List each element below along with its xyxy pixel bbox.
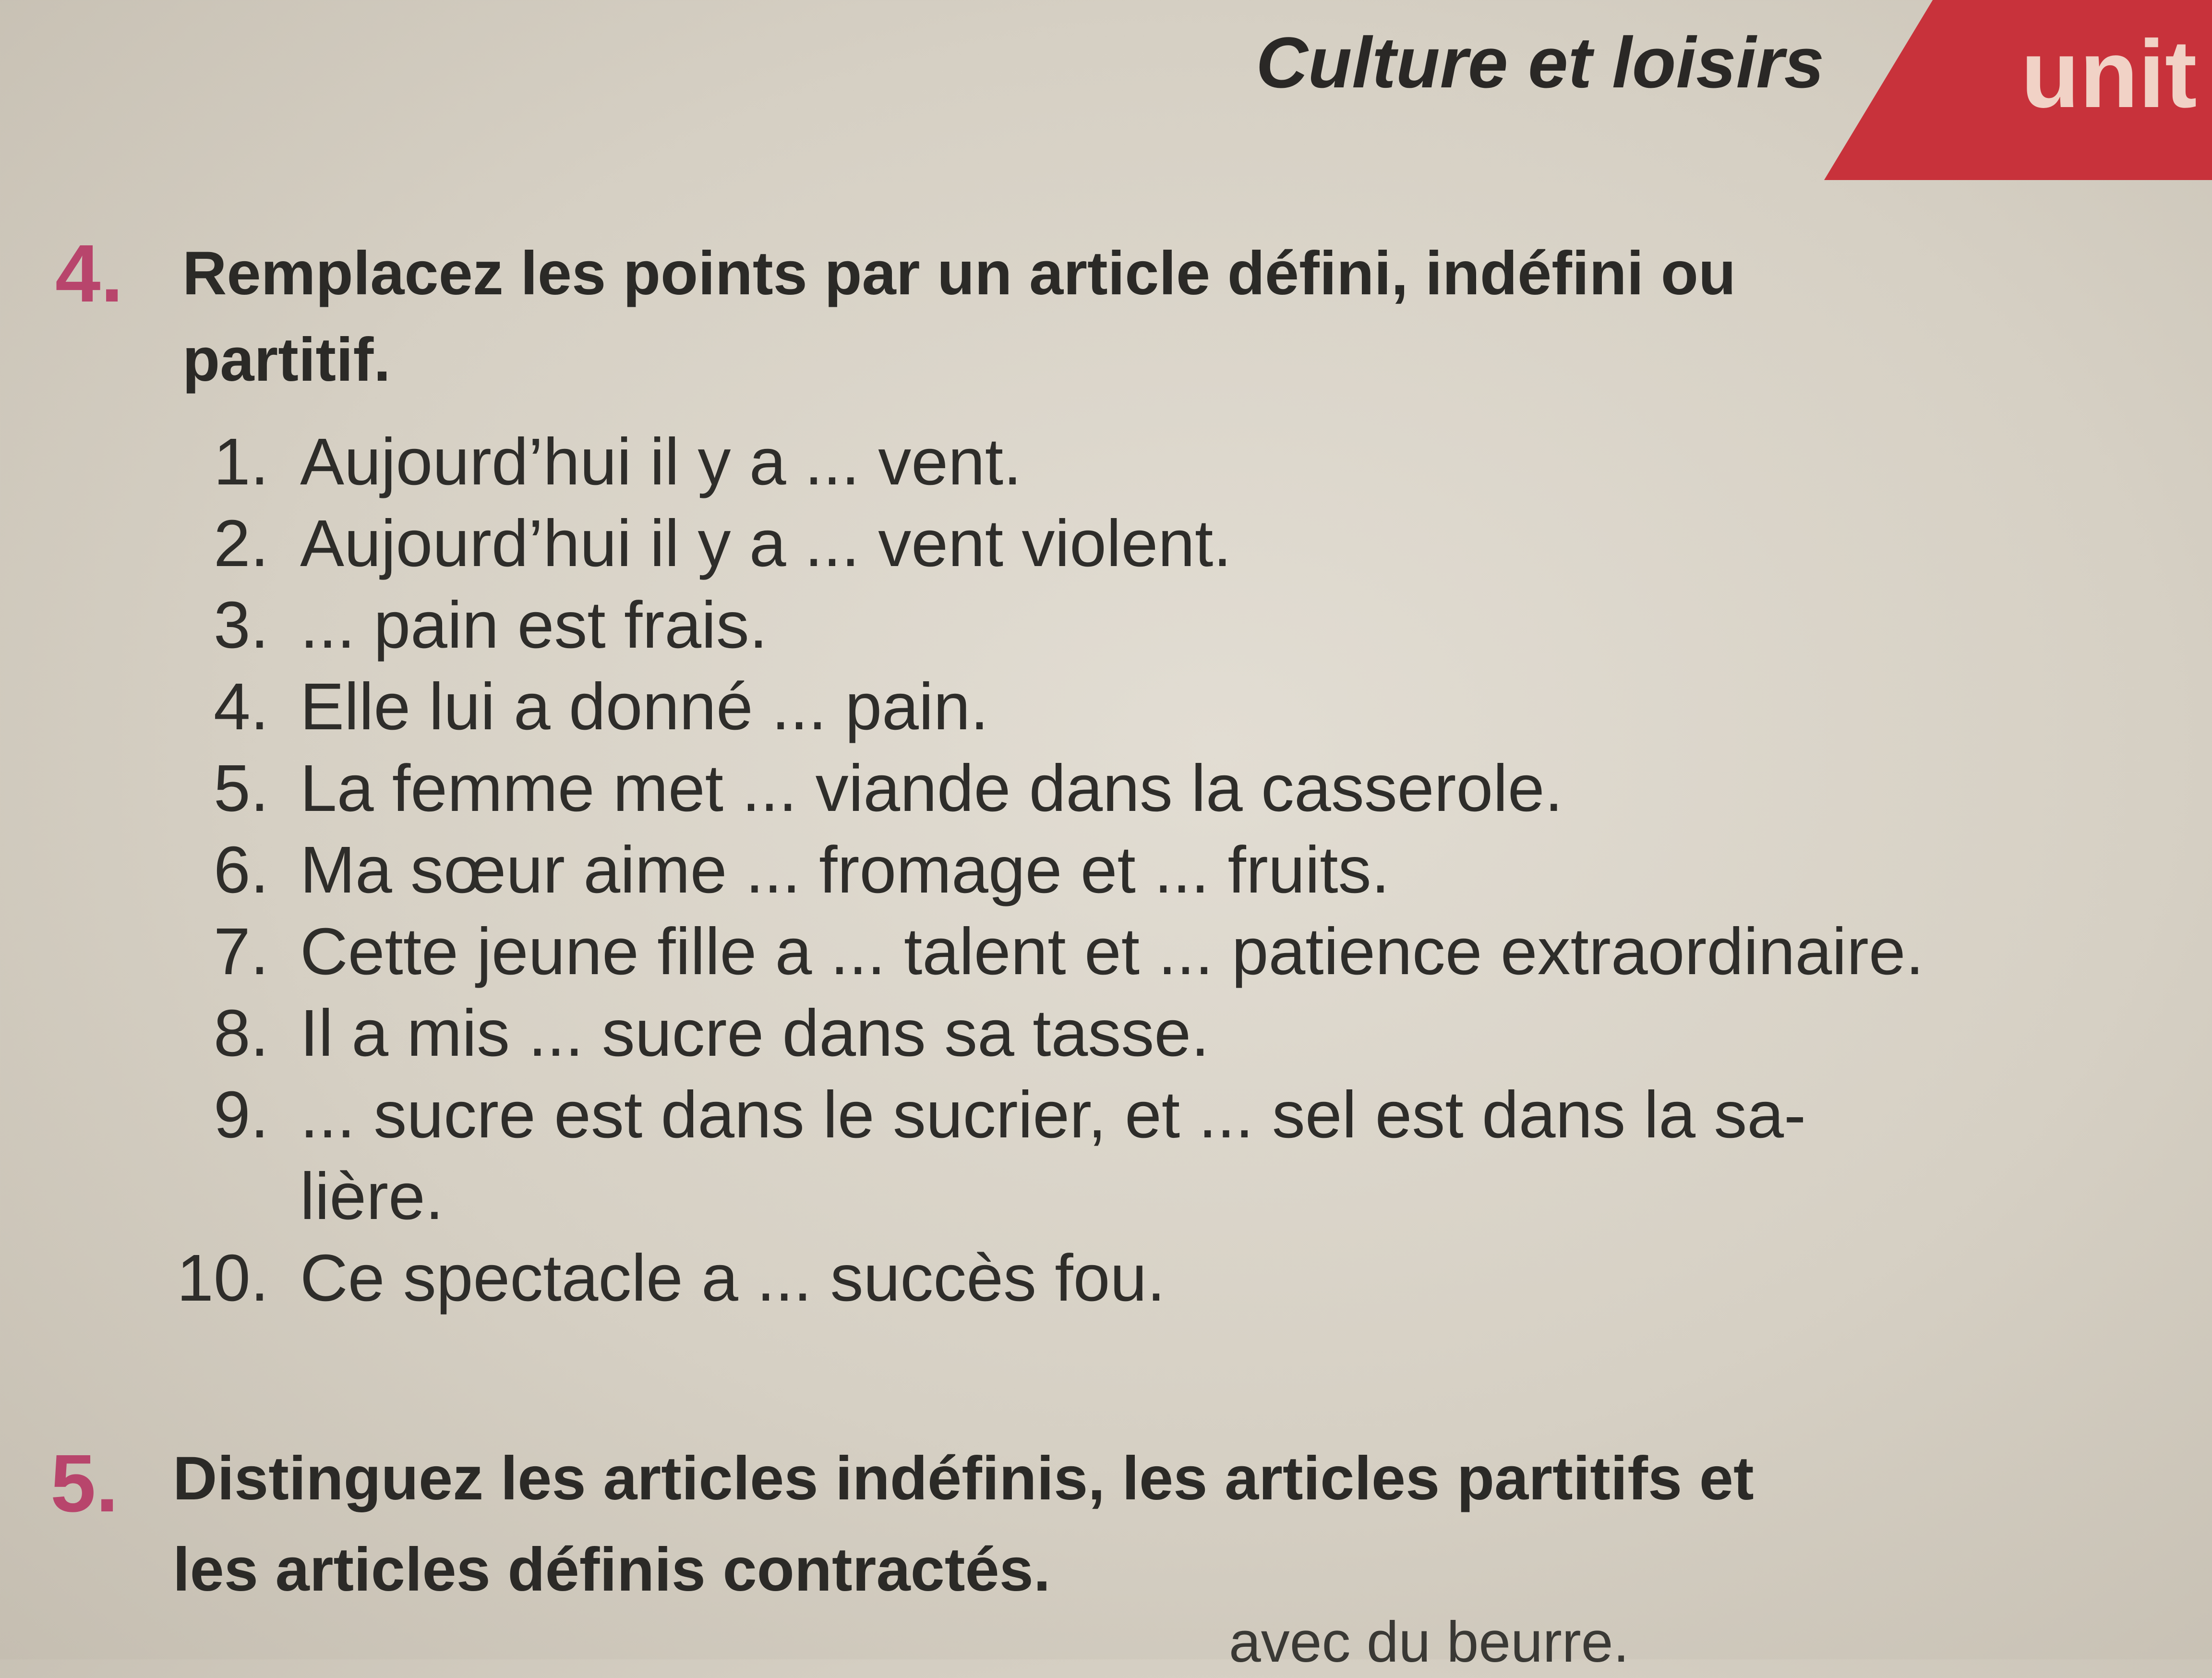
item-text: Ce spectacle a ... succès fou. (300, 1241, 1166, 1315)
exercise-5-number: 5. (50, 1438, 119, 1529)
exercise-4-instruction-line-1: Remplacez les points par un article défini, indéfini ou (182, 239, 1736, 308)
exercise-5-instruction-line-1: Distinguez les articles indéfinis, les articles partitifs et (173, 1444, 1754, 1513)
exercise-4-number: 4. (55, 228, 123, 319)
item-number: 9. (213, 1078, 269, 1152)
item-number: 1. (213, 425, 269, 499)
exercise-4-instruction-line-2: partitif. (182, 326, 391, 394)
item-text: Cette jeune fille a ... talent et ... patience extraordinaire. (300, 915, 1924, 989)
exercise-5-partial-text: avec du beurre. (1229, 1610, 1629, 1674)
item-text: Il a mis ... sucre dans sa tasse. (300, 996, 1210, 1070)
item-number: 2. (213, 507, 269, 580)
item-text: Aujourd’hui il y a ... vent violent. (300, 507, 1232, 580)
item-text: ... pain est frais. (300, 588, 768, 662)
item-number: 5. (213, 751, 269, 825)
exercise-5-instruction-line-2: les articles définis contractés. (173, 1535, 1051, 1604)
item-text: ... sucre est dans le sucrier, et ... sel est dans la sa- (300, 1078, 1806, 1152)
item-number: 10. (177, 1241, 269, 1315)
item-text: Elle lui a donné ... pain. (300, 670, 989, 744)
item-number: 6. (213, 833, 269, 907)
section-title: Culture et loisirs (1256, 22, 1824, 103)
unit-tab-label: unit (2021, 21, 2197, 128)
item-text-continuation: lière. (300, 1159, 444, 1233)
item-text: Aujourd’hui il y a ... vent. (300, 425, 1022, 499)
item-number: 8. (213, 996, 269, 1070)
item-text: Ma sœur aime ... fromage et ... fruits. (300, 833, 1390, 907)
item-number: 4. (213, 670, 269, 744)
item-text: La femme met ... viande dans la casserole. (300, 751, 1563, 825)
item-number: 7. (213, 915, 269, 989)
item-number: 3. (213, 588, 269, 662)
